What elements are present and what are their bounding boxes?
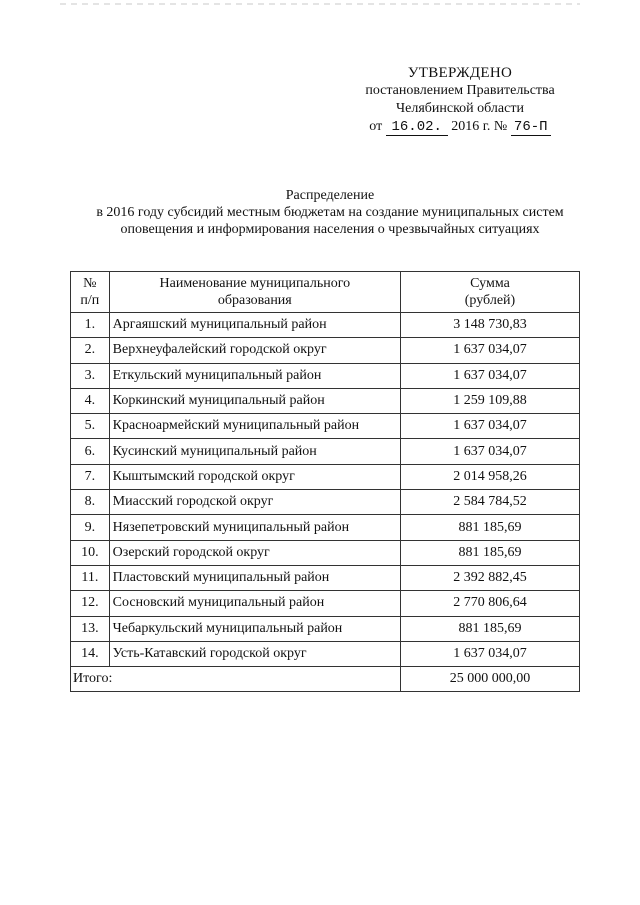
table-row	[71, 388, 580, 413]
table-row	[71, 363, 580, 388]
row-num: 4.	[71, 388, 110, 413]
row-sum: 1 259 109,88	[400, 388, 579, 413]
table-row	[71, 464, 580, 489]
row-sum: 1 637 034,07	[400, 641, 579, 666]
row-num: 12.	[71, 591, 110, 616]
title-line-2: в 2016 году субсидий местным бюджетам на создание муниципальных систем	[96, 205, 564, 220]
row-num: 9.	[71, 515, 110, 540]
row-num: 10.	[71, 540, 110, 565]
document-title	[40, 187, 620, 238]
total-sum: 25 000 000,00	[400, 667, 579, 692]
table-row	[71, 616, 580, 641]
row-sum: 881 185,69	[400, 616, 579, 641]
table-row	[71, 515, 580, 540]
row-name: Кыштымский городской округ	[109, 464, 400, 489]
table-row	[71, 490, 580, 515]
row-num: 1.	[71, 313, 110, 338]
header-sum-line-1: Сумма	[470, 276, 510, 291]
row-name: Аргаяшский муниципальный район	[109, 313, 400, 338]
row-name: Коркинский муниципальный район	[109, 388, 400, 413]
header-num	[71, 272, 110, 313]
title-line-3: оповещения и информирования населения о чрезвычайных ситуациях	[120, 222, 540, 237]
header-name	[109, 272, 400, 313]
row-sum: 1 637 034,07	[400, 414, 579, 439]
row-num: 11.	[71, 565, 110, 590]
approved-heading: УТВЕРЖДЕНО	[407, 65, 513, 81]
approval-number: 76-П	[511, 120, 551, 136]
row-sum: 1 637 034,07	[400, 363, 579, 388]
row-sum: 3 148 730,83	[400, 313, 579, 338]
table-row	[71, 591, 580, 616]
row-num: 13.	[71, 616, 110, 641]
approval-line-2: Челябинской области	[396, 101, 524, 116]
row-name: Миасский городской округ	[109, 490, 400, 515]
distribution-table	[70, 271, 580, 692]
row-name: Верхнеуфалейский городской округ	[109, 338, 400, 363]
row-sum: 2 014 958,26	[400, 464, 579, 489]
approval-stamp	[340, 64, 580, 136]
scan-artifact-top	[60, 3, 580, 5]
table-row	[71, 565, 580, 590]
total-label: Итого:	[71, 667, 401, 692]
row-sum: 2 770 806,64	[400, 591, 579, 616]
header-sum-line-2: (рублей)	[464, 293, 516, 308]
row-num: 3.	[71, 363, 110, 388]
approval-from: от	[369, 119, 383, 134]
header-sum	[400, 272, 579, 313]
row-sum: 2 392 882,45	[400, 565, 579, 590]
total-row	[71, 667, 580, 692]
table-header-row	[71, 272, 580, 313]
table-row	[71, 313, 580, 338]
row-num: 7.	[71, 464, 110, 489]
row-name: Усть-Катавский городской округ	[109, 641, 400, 666]
row-name: Красноармейский муниципальный район	[109, 414, 400, 439]
header-name-line-2: образования	[217, 293, 292, 308]
header-num-line-1: №	[83, 276, 97, 291]
header-num-line-2: п/п	[80, 293, 100, 308]
row-name: Озерский городской округ	[109, 540, 400, 565]
row-num: 14.	[71, 641, 110, 666]
row-num: 6.	[71, 439, 110, 464]
table-row	[71, 439, 580, 464]
row-sum: 1 637 034,07	[400, 338, 579, 363]
row-sum: 1 637 034,07	[400, 439, 579, 464]
row-sum: 881 185,69	[400, 515, 579, 540]
row-sum: 2 584 784,52	[400, 490, 579, 515]
row-name: Еткульский муниципальный район	[109, 363, 400, 388]
row-name: Сосновский муниципальный район	[109, 591, 400, 616]
row-num: 5.	[71, 414, 110, 439]
approval-date: 16.02.	[386, 120, 448, 136]
row-num: 2.	[71, 338, 110, 363]
approval-line-1: постановлением Правительства	[365, 83, 555, 98]
row-name: Пластовский муниципальный район	[109, 565, 400, 590]
approval-year: 2016 г. №	[451, 119, 508, 134]
row-name: Нязепетровский муниципальный район	[109, 515, 400, 540]
approval-date-line	[340, 118, 580, 136]
row-name: Чебаркульский муниципальный район	[109, 616, 400, 641]
table-row	[71, 338, 580, 363]
header-name-line-1: Наименование муниципального	[159, 276, 351, 291]
table-row	[71, 414, 580, 439]
table-row	[71, 540, 580, 565]
table-row	[71, 641, 580, 666]
row-num: 8.	[71, 490, 110, 515]
row-name: Кусинский муниципальный район	[109, 439, 400, 464]
title-line-1: Распределение	[285, 188, 375, 203]
row-sum: 881 185,69	[400, 540, 579, 565]
